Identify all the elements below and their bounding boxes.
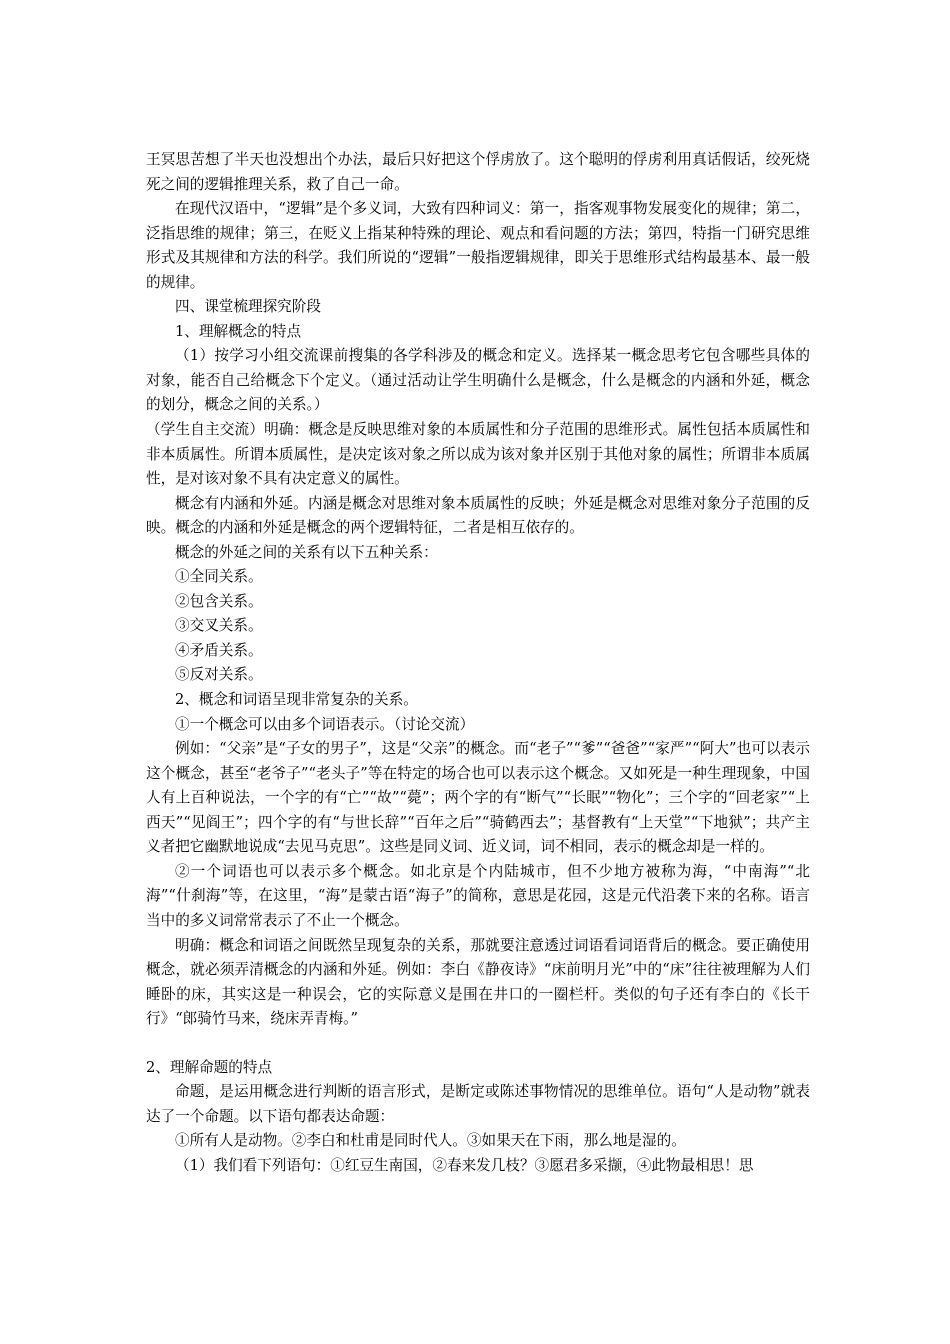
list-item-contradiction: ④矛盾关系。	[175, 641, 263, 659]
paragraph-one-word-many-concepts: ②一个词语也可以表示多个概念。如北京是个内陆城市，但不少地方被称为海，“中南海”“北海”“什刹海”等，在这里，“海”是蒙古语“海子”的简称，意思是花园，这是元代沿袭下来的名称。语言当中的多义词常常表示了不止一个概念。	[146, 862, 810, 929]
paragraph-logic-meanings: 在现代汉语中，“逻辑”是个多义词，大致有四种词义：第一，指客观事物发展变化的规律；第二，泛指思维的规律；第三，在贬义上指某种特殊的理论、观点和看问题的方法；第四，特指一门研究思维形式及其规律和方法的科学。我们所说的“逻辑”一般指逻辑规律，即关于思维形式结构最基本、最一般的规律。	[146, 200, 810, 291]
paragraph-intension-extension: 概念有内涵和外延。内涵是概念对思维对象本质属性的反映；外延是概念对思维对象分子范围的反映。概念的内涵和外延是概念的两个逻辑特征，二者是相互依存的。	[146, 494, 810, 537]
list-item-contrariety: ⑤反对关系。	[175, 666, 263, 684]
paragraph-gap	[146, 1032, 810, 1056]
paragraph-clarification: 明确：概念和词语之间既然呈现复杂的关系，那就要注意透过词语看词语背后的概念。要正确使用概念，就必须弄清概念的内涵和外延。例如：李白《静夜诗》“床前明月光”中的“床”往往被理解为人们睡卧的床，其实这是一种误会，它的实际意义是围在井口的一圈栏杆。类似的句子还有李白的《长干行》“郎骑竹马来，绕床弄青梅。”	[146, 936, 810, 1028]
paragraph-five-relations: 概念的外延之间的关系有以下五种关系：	[175, 543, 438, 561]
paragraph-father-example: 例如：“父亲”是“子女的男子”，这是“父亲”的概念。而“老子”“爹”“爸爸”“家严”“阿大”也可以表示这个概念，甚至“老爷子”“老头子”等在特定的场合也可以表示这个概念。又如死是一种生理现象，中国人有上百种说法，一个字的有“亡”“故”“薨”；两个字的有“断气”“长眠”“物化”；三个字的“回老家”“上西天”“见阎王”；四个字的有“与世长辞”“百年之后”“骑鹤西去”；基督教有“上天堂”“下地狱”；共产主义者把它幽默地说成“去见马克思”。这些是同义词、近义词，词不相同，表示的概念却是一样的。	[146, 740, 810, 856]
subheading-concept-words: 2、概念和词语呈现非常复杂的关系。	[175, 691, 418, 709]
list-item-inclusion: ②包含关系。	[175, 592, 263, 610]
list-item-identity: ①全同关系。	[175, 568, 263, 586]
paragraph-one-concept-many-words: ①一个概念可以由多个词语表示。（讨论交流）	[175, 715, 475, 733]
document-body	[146, 148, 810, 1178]
paragraph-poem-sentences: （1）我们看下列语句：①红豆生南国，②春来发几枝？③愿君多采撷，④此物最相思！思	[175, 1156, 754, 1174]
subheading-concept-features: 1、理解概念的特点	[175, 322, 302, 340]
paragraph-concept-definition: （学生自主交流）明确：概念是反映思维对象的本质属性和分子范围的思维形式。属性包括本质属性和非本质属性。所谓本质属性，是决定该对象之所以成为该对象并区别于其他对象的属性；所谓非本质属性，是对该对象不具有决定意义的属性。	[146, 421, 810, 488]
paragraph-proposition-definition: 命题，是运用概念进行判断的语言形式，是断定或陈述事物情况的思维单位。语句“人是动物”就表达了一个命题。以下语句都表达命题：	[146, 1083, 810, 1125]
section-heading-classroom: 四、课堂梳理探究阶段	[175, 298, 321, 316]
paragraph-captive-story: 王冥思苦想了半天也没想出个办法，最后只好把这个俘虏放了。这个聪明的俘虏利用真话假话，绞死烧死之间的逻辑推理关系，救了自己一命。	[146, 151, 810, 193]
paragraph-proposition-examples: ①所有人是动物。②李白和杜甫是同时代人。③如果天在下雨，那么地是湿的。	[175, 1132, 686, 1150]
paragraph-group-exchange: （1）按学习小组交流课前搜集的各学科涉及的概念和定义。选择某一概念思考它包含哪些具体的对象，能否自己给概念下个定义。（通过活动让学生明确什么是概念，什么是概念的内涵和外延，概念的划分，概念之间的关系。）	[146, 347, 810, 414]
list-item-intersection: ③交叉关系。	[175, 617, 263, 635]
subheading-proposition-features: 2、理解命题的特点	[146, 1058, 273, 1076]
